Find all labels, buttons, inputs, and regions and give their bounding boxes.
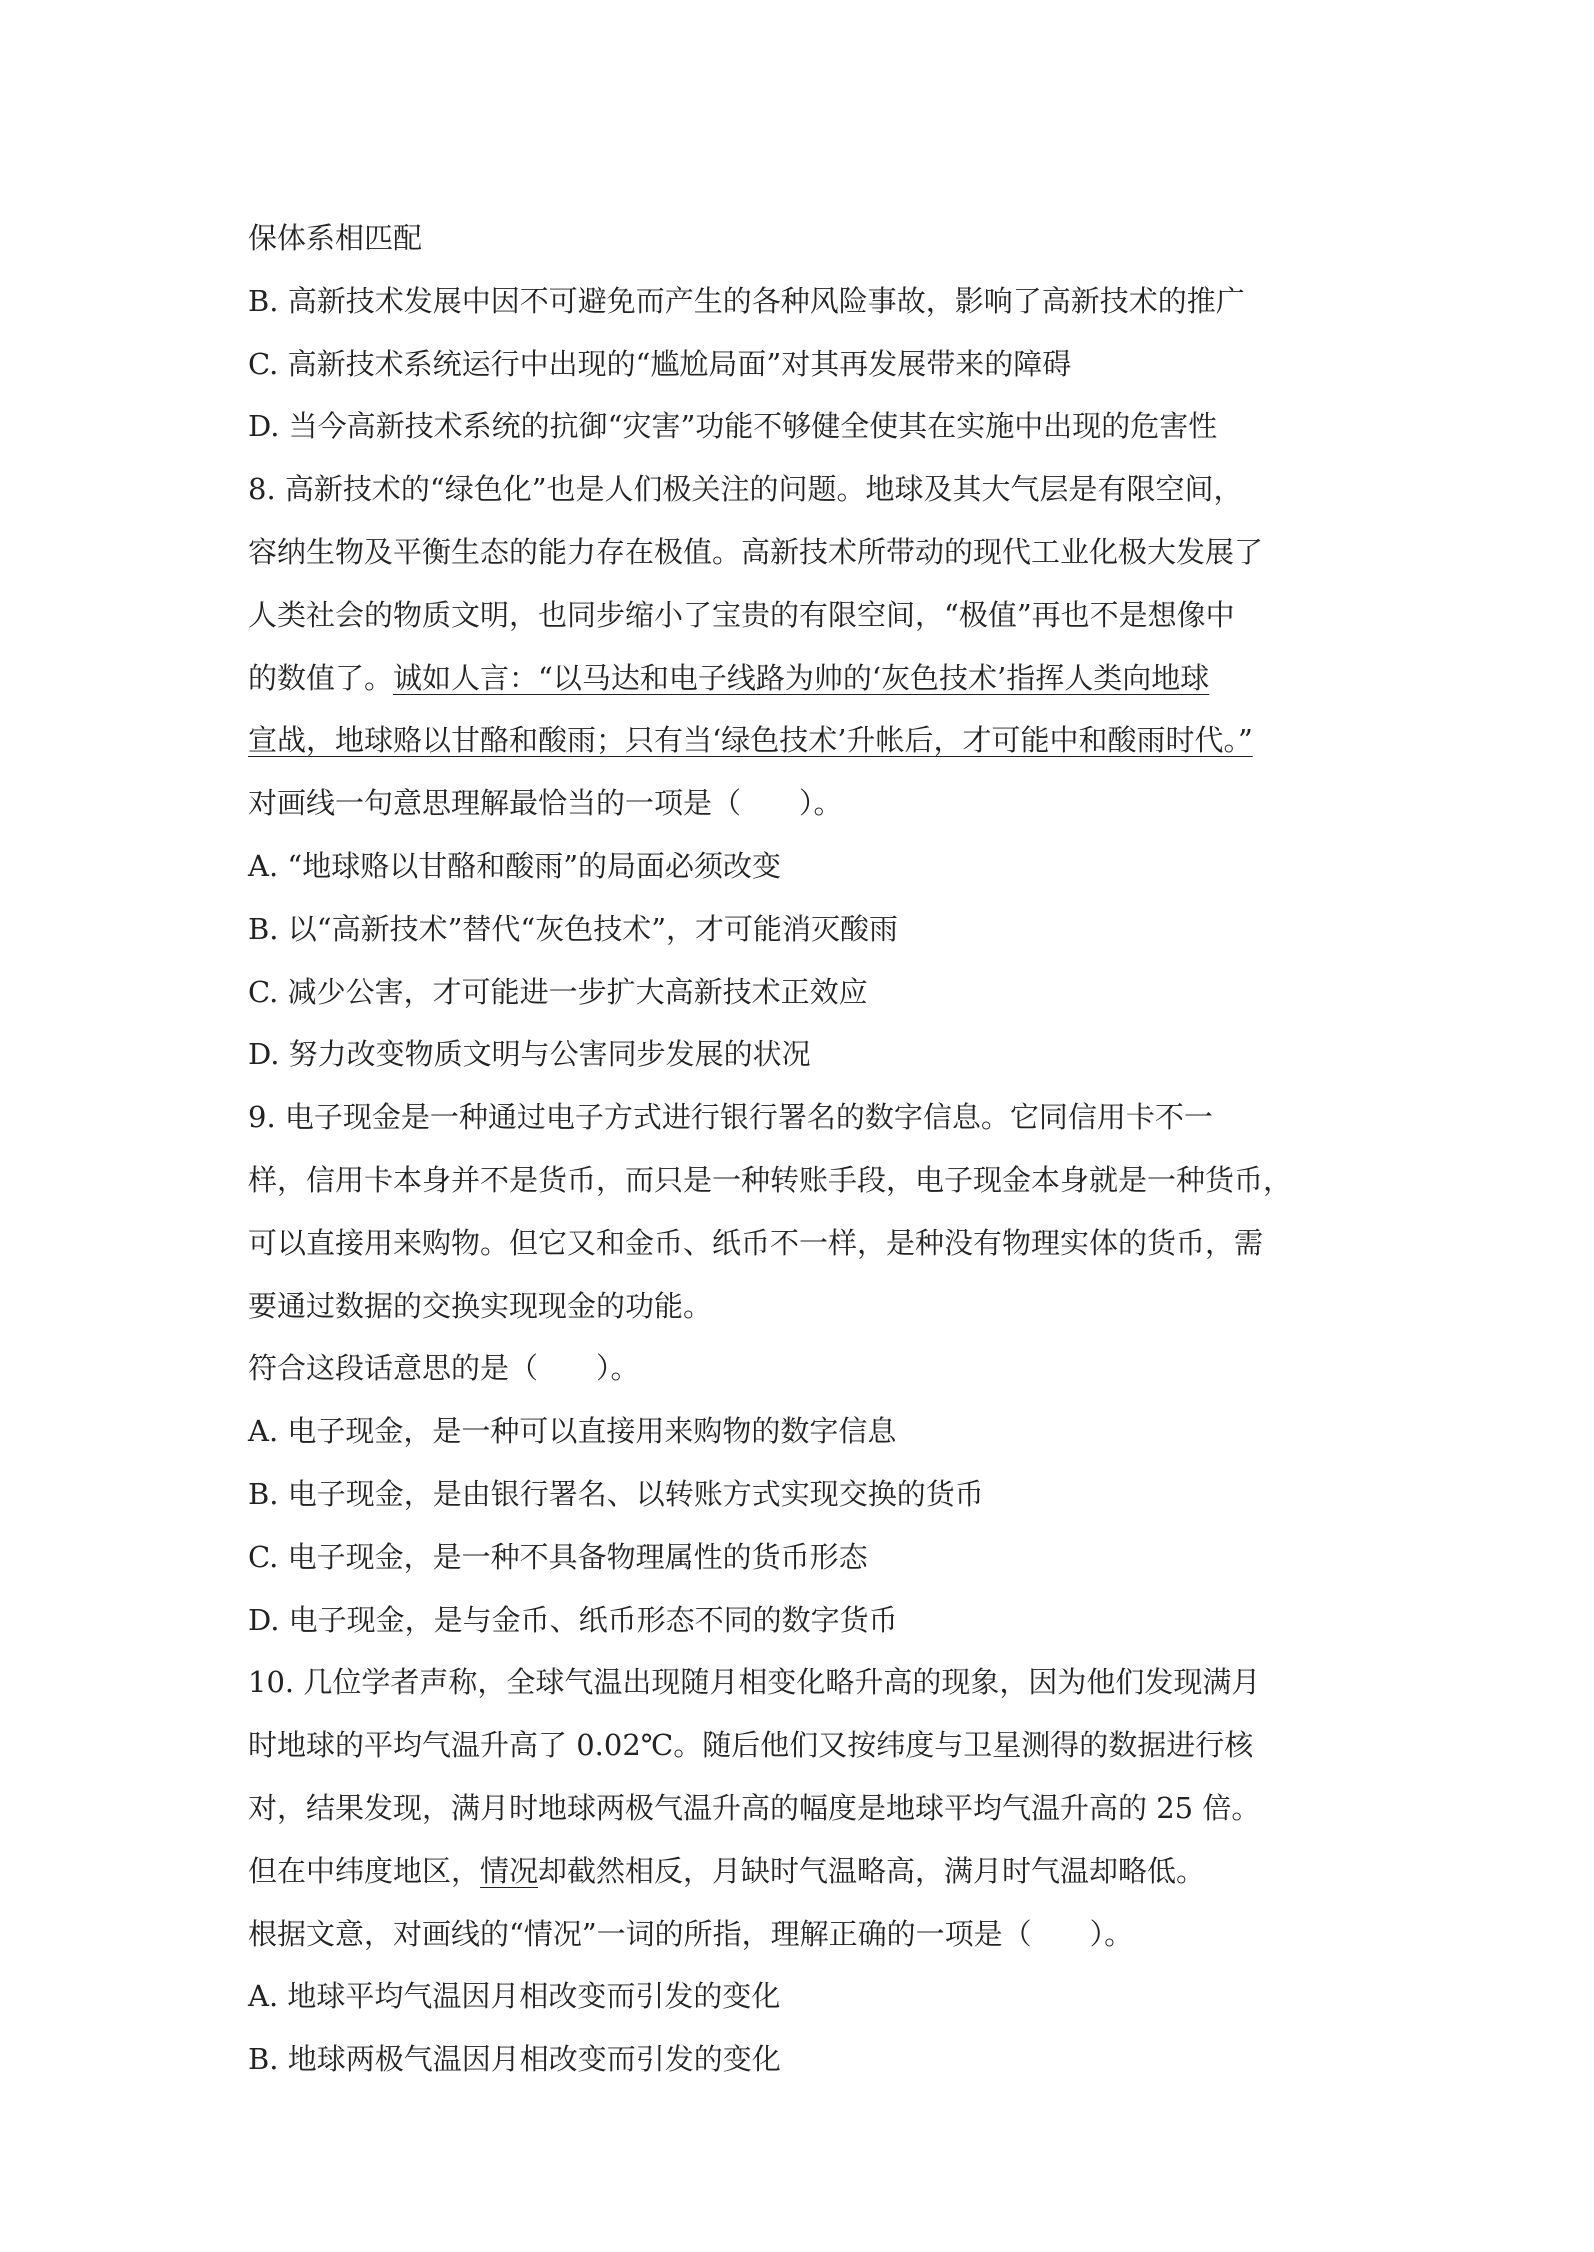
question-9-line: 9. 电子现金是一种通过电子方式进行银行署名的数字信息。它同信用卡不一	[248, 1100, 1213, 1135]
option-b: B. 以“高新技术”替代“灰色技术”，才可能消灭酸雨	[248, 911, 899, 946]
question-10-prompt: 根据文意，对画线的“情况”一词的所指，理解正确的一项是（ ）。	[248, 1916, 1134, 1951]
question-8-prompt: 对画线一句意思理解最恰当的一项是（ ）。	[248, 786, 843, 821]
option-a: A. 电子现金，是一种可以直接用来购物的数字信息	[248, 1414, 897, 1449]
option-d: D. 电子现金，是与金币、纸币形态不同的数字货币	[248, 1602, 898, 1637]
question-8-line: 容纳生物及平衡生态的能力存在极值。高新技术所带动的现代工业化极大发展了	[248, 534, 1264, 569]
question-10-line: 10. 几位学者声称，全球气温出现随月相变化略升高的现象，因为他们发现满月	[248, 1665, 1261, 1700]
question-8-line: 8. 高新技术的“绿色化”也是人们极关注的问题。地球及其大气层是有限空间，	[248, 472, 1243, 507]
option-a: A. “地球赂以甘酪和酸雨”的局面必须改变	[248, 848, 782, 883]
underlined-quote: 宣战，地球赂以甘酪和酸雨；只有当‘绿色技术’升帐后，才可能中和酸雨时代。”	[248, 723, 1253, 758]
option-d: D. 努力改变物质文明与公害同步发展的状况	[248, 1037, 811, 1072]
text-line: 保体系相匹配	[248, 221, 423, 255]
plain-text: 的数值了。	[248, 660, 394, 695]
question-8-line	[248, 647, 1358, 710]
document-body	[248, 207, 1358, 2091]
option-c: C. 高新技术系统运行中出现的“尴尬局面”对其再发展带来的障碍	[248, 346, 1072, 381]
question-9-prompt: 符合这段话意思的是（ ）。	[248, 1351, 640, 1386]
option-c: C. 减少公害，才可能进一步扩大高新技术正效应	[248, 974, 868, 1009]
question-9-line: 要通过数据的交换实现现金的功能。	[248, 1288, 713, 1323]
question-9-line: 样，信用卡本身并不是货币，而只是一种转账手段，电子现金本身就是一种货币，	[248, 1162, 1293, 1197]
underlined-quote: 诚如人言：“以马达和电子线路为帅的‘灰色技术’指挥人类向地球	[393, 660, 1210, 695]
option-b: B. 电子现金，是由银行署名、以转账方式实现交换的货币	[248, 1476, 984, 1511]
option-d: D. 当今高新技术系统的抗御“灾害”功能不够健全使其在实施中出现的危害性	[248, 409, 1218, 444]
underlined-word: 情况	[480, 1853, 539, 1888]
plain-text: 但在中纬度地区，	[248, 1853, 481, 1888]
question-9-line: 可以直接用来购物。但它又和金币、纸币不一样，是种没有物理实体的货币，需	[248, 1225, 1264, 1260]
question-10-line: 时地球的平均气温升高了 0.02℃。随后他们又按纬度与卫星测得的数据进行核	[248, 1728, 1254, 1763]
question-10-line	[248, 1840, 1358, 1903]
question-8-line: 人类社会的物质文明，也同步缩小了宝贵的有限空间，“极值”再也不是想像中	[248, 597, 1235, 632]
plain-text: 却截然相反，月缺时气温略高，满月时气温却略低。	[538, 1853, 1206, 1888]
option-c: C. 电子现金，是一种不具备物理属性的货币形态	[248, 1539, 868, 1574]
option-a: A. 地球平均气温因月相改变而引发的变化	[248, 1979, 781, 2014]
option-b: B. 高新技术发展中因不可避免而产生的各种风险事故，影响了高新技术的推广	[248, 283, 1245, 318]
question-10-line: 对，结果发现，满月时地球两极气温升高的幅度是地球平均气温升高的 25 倍。	[248, 1790, 1261, 1825]
option-b: B. 地球两极气温因月相改变而引发的变化	[248, 2042, 781, 2077]
